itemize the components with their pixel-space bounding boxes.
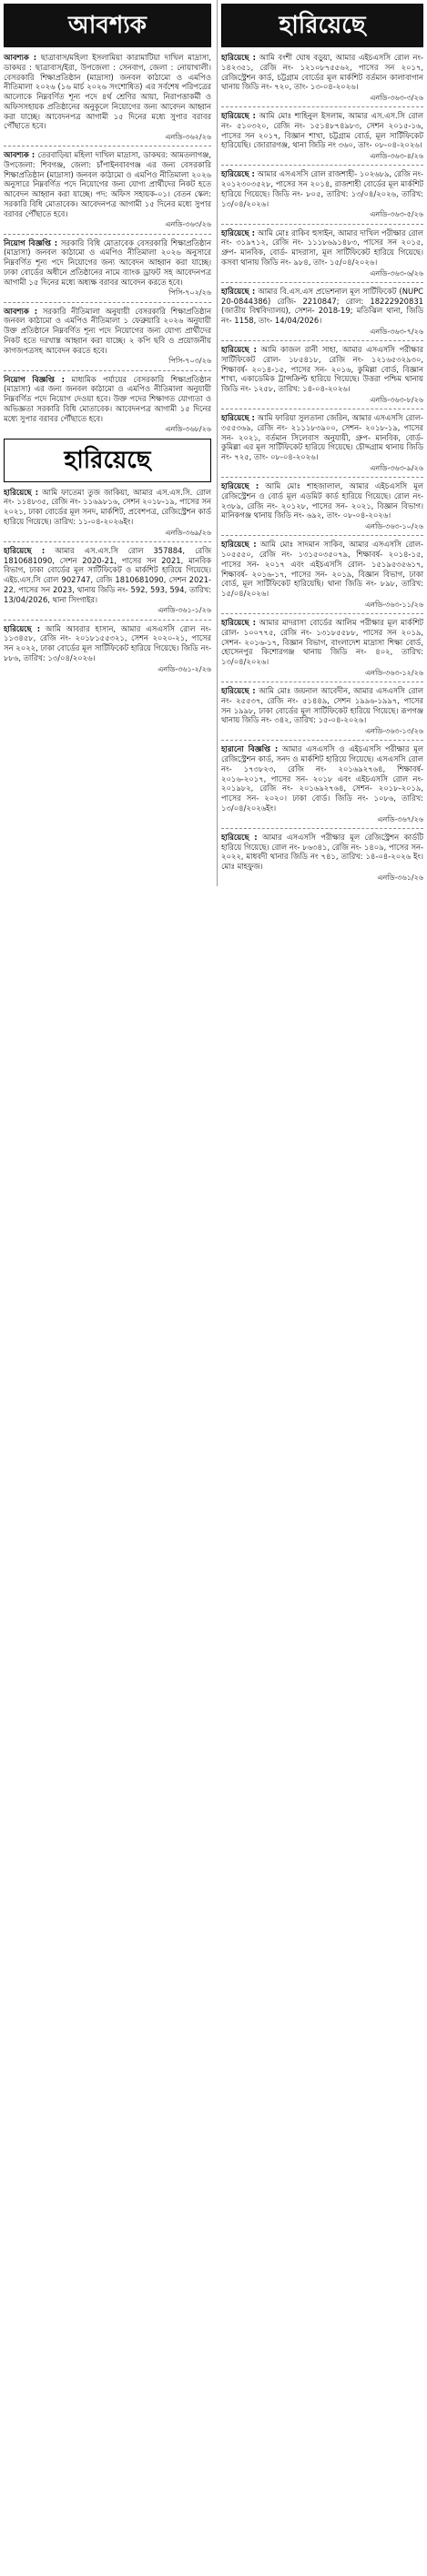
ad-item [4, 53, 211, 142]
lost-item [221, 481, 423, 531]
ad-lead: হারিয়েছে : [221, 618, 256, 628]
ad-code: এনডি-৩৬৯/২৬ [165, 528, 211, 537]
ad-lead: হারিয়েছে : [221, 413, 255, 423]
ad-lead: হারিয়েছে : [221, 53, 256, 62]
ad-item [4, 238, 211, 298]
ad-text: আমি মোঃ শাহজালাল, আমার এইচএসসি মূল রেজিস্ট্রেশন ও বোর্ড মূল এডমিট কার্ড হারিয়ে গিয়েছে। রোল নং- ২৩৮৯, রেজি নং- ২০১২৮, পাসের সন- ২০২১, বিজ্ঞান বিভাগ। মানিকগঞ্জ থানায় জিডি নং- ৬৯২, তাং- ০৮-০৪-২০২৬। [221, 481, 423, 520]
ad-text: আমার এসএসসি ও এইচএসসি পরীক্ষার মূল রেজিস্ট্রেশন কার্ড, সনদ ও মার্কশিট হারিয়ে গিয়েছে। এসএসসি রোল নং- ১৭৩৮২৩, রেজি নং- ২০১৬৯২৭৬৪, শিক্ষাবর্ষ- ২০১৬-২০১৭, পাসের সন- ২০১৮ এবং এইচএসসি রোল নং- ২০১৯৮২, রেজি নং- ২০১৬৯২৭৬৪, সেশন- ২০১৮-২০১৯, পাসের সন- ২০২০। ঢাকা বোর্ড। জিডি নং- ১০৮৬, তারিখ: ১৩/০৪/২০২৬ইং। [221, 744, 423, 813]
divider [221, 535, 423, 536]
ad-text: আমার মাদরাসা বোর্ডের আলিম পরীক্ষার মূল মার্কশিট রোল- ১০০৭৭৫, রেজি নং- ১৩১৮৫৫৮৮, পাসের সন ২০১৯, সেশন- ২০১৬-১৭, বিজ্ঞান বিভাগ, বাংলাদেশ মাদ্রাসা শিক্ষা বোর্ড, হোসেনপুর কিশোরগঞ্জ থানায় জিডি নং- ৪০২, তারিখ: ১৩/০৪/২০২৬। [221, 618, 423, 667]
ad-code: পিসি-৭০৩/২৬ [168, 357, 211, 366]
divider [221, 477, 423, 478]
ad-code: এনডি-৩৬৩-১৩/২৬ [365, 727, 423, 736]
ad-text: আমি বংশী ঘোষ বড়ুয়া, আমার এইচএসসি রোল নং- ১৪২৩৫১, রেজি নং- ১২১০৮৭৫৫৬২, পাসের সন ২০১৭, রেজিস্ট্রেশন কার্ড, চট্টগ্রাম বোর্ডের মূল মার্কশিট বর্তমান কালাবাগান থানায় জিডি নং- ৭২০, তাং- ১৩-০৪-২০২৬। [221, 53, 423, 92]
lost-item [221, 228, 423, 278]
ad-code: এনডি-৩৬৩-১০/২৬ [365, 522, 423, 531]
ad-code: এনডি-৩৬১-২/২৬ [158, 664, 211, 673]
lost-item [221, 618, 423, 678]
ad-lead: হারিয়েছে : [4, 623, 41, 633]
ad-text: সরকারি বিধি মোতাবেক বেসরকারি শিক্ষাপ্রতিষ্ঠান (মাদ্রাসা) জনবল কাঠামো ও এমপিও নীতিমালা ২০২৬ অনুসারে নিম্নবর্ণিত শূন্য পদে নিয়োগের জন্য আবেদন আহ্বান করা যাচ্ছে। ঢাকা বোর্ডের অধীনে প্রতিষ্ঠানের নামে ব্যাংক ড্রাফট সহ আবেদনপত্র আগামী ১৫ দিনের মধ্যে অধ্যক্ষ বরাবর আবেদন করতে হবে। [4, 237, 211, 287]
ad-lead: হারিয়েছে : [221, 227, 255, 237]
right-column [217, 0, 423, 886]
ad-code: এনডি-৩৬৩-৬/২৬ [370, 268, 423, 278]
lost-item [221, 287, 423, 337]
ad-code: এনডি-৩৬৩-৮/২৬ [370, 395, 423, 404]
ad-text: আমার এস.এস.সি রোল 357884, রেজি 1810681090, সেশন 2020-21, পাসের সন 2021, মানবিক বিভাগ, ঢাকা বোর্ডের মূল সার্টিফিকেট ও মার্কশিট হারিয়ে গিয়েছে। এইচ.এস.সি রোল 902747, রেজি 1810681090, সেশন 2021-22, পাসের সন 2023, থানায় জিডি নং- 592, 593, 594, তারিখ: 13/04/2026, থানা সিংগাইর। [4, 545, 211, 604]
ad-list-lost-right [221, 53, 423, 883]
ad-code: পিসি-৭০২/২৬ [168, 288, 211, 298]
ad-lead: হারিয়েছে : [221, 540, 257, 550]
ad-code: এনডি-৩৬৩-৯/২৬ [370, 463, 423, 472]
lost-item [4, 546, 211, 616]
ad-code: এনডি-৩৬৭/২৬ [377, 814, 423, 823]
ad-text: আমি ফাতেমা তুজ জাকিয়া, আমার এস.এস.সি. রোল নং- ১১৪৮৩৫, রেজি নং- ১১৬৯৮১৬, সেশন ২০১৮-১৯, পাসের সন ২০২১, ঢাকা বোর্ডের মূল সনদ, মার্কশিট, প্রবেশপত্র, রেজিস্ট্রেশন কার্ড হারিয়ে গিয়েছে। তারিখ: ১১-০৪-২০২৬ইং। [4, 487, 211, 526]
section-header-wanted: আবশ্যক [4, 4, 211, 47]
ad-lead: হারিয়েছে : [221, 286, 256, 296]
ad-code: এনডি-৩৬৩-১১/২৬ [365, 600, 423, 609]
divider [221, 165, 423, 166]
lost-item [4, 488, 211, 538]
divider [221, 106, 423, 107]
ad-text: আমি কাজল রানী সাহা, আমার এসএসসি পরীক্ষার সার্টিফিকেট রোল- ১৮৫৪১৮, রেজি নং- ১২১৬৫৩২৯৩০, শিক্ষাবর্ষ- ২০১৪-১৫, পাসের সন- ২০১৬, কুমিল্লা বোর্ড, বিজ্ঞান শাখা, একাডেমিক ট্রান্সক্রিপ্ট হারিয়ে গিয়েছে। উত্তরা পশ্চিম থানায় জিডি নং- ১২৫৮, তারিখ: ১৪-০৪-২০২৬। [221, 345, 424, 394]
ad-text: মাধ্যমিক পর্যায়ের বেসরকারি শিক্ষাপ্রতিষ্ঠান (মাদ্রাসা) এর জন্য জনবল কাঠামো ও এমপিও নীতিমালা অনুযায়ী নিম্নবর্ণিত পদে নিয়োগ দেওয়া হবে। উক্ত পদের শিক্ষাগত যোগ্যতা ও অভিজ্ঞতা সরকারি বিধি মোতাবেক। আবেদনপত্র আগামী ১৫ দিনের মধ্যে সুপার বরাবর পৌঁছাতে হবে। [4, 374, 211, 423]
ad-text: আমার বি.এস.এস প্রভেশনাল মূল সার্টিফিকেট (NUPC 20-0844386) রেজি- 2210847; রোল: 18222920831 (জাতীয় বিশ্ববিদ্যালয়), সেশন- 2018-19; মতিঝিল থানা, জিডি নং- 1158, তাং- 14/04/2026। [221, 286, 423, 326]
ad-code: এনডি-৩৬১-১/২৬ [158, 606, 211, 615]
divider [221, 224, 423, 225]
ad-lead: হারিয়েছে : [4, 487, 39, 497]
divider [4, 234, 211, 235]
ad-lead: হারিয়েছে : [4, 545, 46, 555]
ad-item [4, 307, 211, 367]
ad-code: এনডি-৩৬৩-৫/২৬ [370, 210, 423, 219]
divider [4, 302, 211, 303]
lost-item [221, 345, 423, 405]
ad-text: আমি আবরার হাসান, আমার এসএসসি রোল নং- ১১৩৪৫৮, রেজি নং- ২০১৮১৫৫৩২১, সেশন ২০২০-২১, পাসের সন ২০২২, ঢাকা বোর্ডের মূল সার্টিফিকেট হারিয়ে গিয়েছে। জিডি নং- ৮৮৬, তারিখ: ১৩/০৪/২০২৬। [4, 623, 211, 662]
ad-text: আমি মোঃ শাহিনুল ইসলাম, আমার এস.এস.সি রোল নং- ৫১০৩২০, রেজি নং- ১৫১৪৮৭৪৯৮৩, সেশন ২০১৫-১৬, পাসের সন ২০১৭, বিজ্ঞান শাখা, চট্টগ্রাম বোর্ড, মূল সার্টিফিকেট হারিয়েছি। জোরারগঞ্জ, থানা জিডি নং ৩৬০, তাং- ০৮-০৪-২০২৬। [221, 111, 423, 150]
ad-lead: নিয়োগ বিজ্ঞপ্তি : [4, 374, 65, 384]
divider [221, 828, 423, 829]
ad-lead: নিয়োগ বিজ্ঞপ্তি : [4, 237, 58, 247]
ad-code: এনডি-৩৬৩/২৬ [165, 220, 211, 229]
ad-code: এনডি-৩৬৩-৪/২৬ [370, 152, 423, 161]
lost-item [221, 540, 423, 610]
lost-item [221, 413, 423, 473]
ad-lead: হারানো বিজ্ঞপ্তি : [221, 744, 279, 754]
lost-item [221, 169, 423, 219]
ad-text: ছাত্রাবাস/মহিলা ইসলামিয়া কারামাটিয়া দাখিল মাদ্রাসা, ডাকঘর : ছাত্রাবাস/ইরা, উপজেলা : সেনবাগ, জেলা : নোয়াখালী। বেসরকারি শিক্ষাপ্রতিষ্ঠান (মাদ্রাসা) জনবল কাঠামো ও এমপিও নীতিমালা ২০২৬ (১৬ মার্চ ২০২৬ সংশোধিত) এর সর্বশেষ পরিপত্রের আলোকে নিম্নবর্ণিত শূন্য পদে ৪র্থ শ্রেণির আয়া, নিরাপত্তাকর্মী ও অফিসসহায়ক প্রতিষ্ঠানের অনুকূলে নিয়োগের জন্য আবেদন আহ্বান করা যাচ্ছে। আবেদনপত্র আগামী ১৫ দিনের মধ্যে সুপার বরাবর পৌঁছাতে হবে। [4, 53, 211, 131]
ad-item [4, 375, 211, 435]
ad-text: আমি মোঃ জয়নাল আবেদীন, আমার এসএসসি রোল নং- ২৫৫৩৭, রেজি নং- ৫১৪৪৯, সেশন ১৯৯৬-১৯৯৭, পাসের সন ১৯৯৮, ঢাকা বোর্ডের মূল সার্টিফিকেট হারিয়ে গিয়েছে। রূপগঞ্জ থানায় জিডি নং- ৩৪২, তারিখ: ১৫-০৪-২০২৬। [221, 686, 423, 725]
lost-item [4, 624, 211, 674]
divider [4, 620, 211, 621]
ad-text: আমি মোঃ সাদমান সাকিব, আমার এসএসসি রোল- ১০৫৫৫০, রেজি নং- ১৩১৫০৩৫০৭৯, শিক্ষাবর্ষ- ২০১৪-১৫, পাসের সন- ২০১৭ এবং এইচএসসি রোল- ১৫১৯৫৩৫৬১৭, শিক্ষাবর্ষ- ২০১৬-১৭, পাসের সন- ২০১৯, বিজ্ঞান বিভাগ, ঢাকা বোর্ড, মূল সার্টিফিকেট হারিয়েছি। থানা জিডি নং- ৮৯৮, তারিখ: ১৫/০৪/২০২৬। [221, 540, 423, 599]
ad-lead: আবশ্যক : [4, 150, 36, 160]
ad-code: এনডি-৩৬৩-১২/২৬ [365, 668, 423, 677]
divider [221, 740, 423, 741]
ad-lead: হারিয়েছে : [221, 686, 256, 696]
ad-list-lost-left [4, 488, 211, 674]
lost-item [221, 686, 423, 736]
section-header-lost-right: হারিয়েছে [221, 4, 423, 47]
ad-lead: হারিয়েছে : [221, 111, 256, 121]
lost-item [221, 111, 423, 161]
ad-code: এনডি-৩৬৩-৭/২৬ [370, 327, 423, 336]
ad-lead: হারিয়েছে : [221, 832, 258, 842]
ad-code: এনডি-৩৬৮/২৬ [165, 425, 211, 434]
lost-item [221, 744, 423, 823]
ad-text: তেরবাড়িয়া মহিলা দাখিল মাদ্রাসা, ডাকঘর: আমতলাগঞ্জ, উপজেলা: শিবগঞ্জ, জেলা: চাঁপাইনবাবগঞ্জ এর জন্য বেসরকারি শিক্ষাপ্রতিষ্ঠান (মাদ্রাসা) জনবল কাঠামো ও এমপিও নীতিমালা ২০২৬ অনুসারে নিম্নবর্ণিত পদে নিয়োগের জন্য যোগ্য প্রার্থীদের নিকট হতে আবেদন আহ্বান করা যাচ্ছে। পদ: অফিস সহায়ক-০১। বেতন স্কেল: সরকারি বিধি মোতাবেক। আবেদনপত্র আগামী ১৫ দিনের মধ্যে সুপার বরাবর পৌঁছাতে হবে। [4, 150, 211, 218]
divider [221, 613, 423, 614]
section-header-lost: হারিয়েছে [4, 439, 211, 482]
ad-text: সরকারি নীতিমালা অনুযায়ী বেসরকারি শিক্ষাপ্রতিষ্ঠান জনবল কাঠামো ও এমপিও নীতিমালা ১ ফেব্রুয়ারি ২০২৬ অনুযায়ী উক্ত প্রতিষ্ঠানে নিম্নবর্ণিত শূন্য পদে নিয়োগের জন্য যোগ্য প্রার্থীদের নিকট হতে দরখাস্ত আহ্বান করা যাচ্ছে। ২ কপি ছবি ও প্রয়োজনীয় কাগজপত্রসহ আবেদন করতে হবে। [4, 306, 211, 355]
ad-code: এনডি-৩৬১/২৬ [377, 873, 423, 882]
ad-lead: হারিয়েছে : [221, 169, 255, 179]
ad-text: আমার এসএসসি রোল রাজশাহী- ১০২৬৮৯, রেজি নং- ২০১২৩০৩৫২৮, পাসের সন ২০১৪, রাজশাহী বোর্ডের মূল মার্কশিট হারিয়ে গিয়েছে। জিডি নং- ৮০৫, তারিখ: ১৩/০৪/২০২৬, তারিখ: ১৩/০৪/২০২৬। [221, 169, 424, 208]
ad-list-wanted [4, 53, 211, 435]
ad-code: এনডি-৩৬৩-৩/২৬ [370, 94, 423, 102]
ad-text: আমার এসএসসি পরীক্ষার মূল রেজিস্ট্রেশন কার্ডটি হারিয়ে গিয়েছে। রোল নং- ৮৬৩৪১, রেজি নং- ১৪০৯, পাসের সন- ২০২২, মাধবদী থানার জিডি নং ৭৪১, তারিখ: ১৪-০৪-২০২৬ ইং। মোঃ মাহফুজ। [221, 832, 423, 872]
ad-lead: আবশ্যক : [4, 53, 37, 62]
ad-text: আমি ফারিয়া সুলতানা জেরিন, আমার এসএসসি রোল- ৩৫৫৩৬৯, রেজি নং- ২১১১৮৩৯০০, সেশন- ২০১৮-১৯, পাসের সন- ২০২১, বর্তমান সিলেবাস অনুযায়ী, গ্রুপ- মানবিক, বোর্ড- কুমিল্লা এর মূল সার্টিফিকেট হারিয়ে গিয়েছে। চৌদ্দগ্রাম থানায় জিডি নং- ৭২৫, তাং- ০৮-০৪-২০২৬। [221, 413, 423, 462]
ad-lead: হারিয়েছে : [221, 345, 257, 355]
divider [221, 340, 423, 341]
lost-item [221, 833, 423, 883]
lost-item [221, 53, 423, 103]
divider [4, 370, 211, 371]
left-column [4, 0, 211, 678]
divider [221, 282, 423, 283]
ad-lead: হারিয়েছে : [221, 481, 259, 491]
ad-code: এনডি-৩৬২/২৬ [165, 133, 211, 141]
divider [4, 541, 211, 542]
ad-text: আমি মোঃ রাকিব হুসাইন, আমার দাখিল পরীক্ষার রোল নং- ৩১৯৭১২, রেজি নং- ১১১৮৬৯১৪৮৩, পাসের সন ২০১৫, গ্রুপ- মানবিক, বোর্ড- মাদরাসা, মূল সার্টিফিকেট হারিয়ে গিয়েছে। কসবা থানায় জিডি নং- ৯৮৪, তাং- ১৫/০৪/২০২৬। [221, 227, 423, 267]
ad-lead: আবশ্যক : [4, 306, 38, 316]
ad-item [4, 150, 211, 229]
